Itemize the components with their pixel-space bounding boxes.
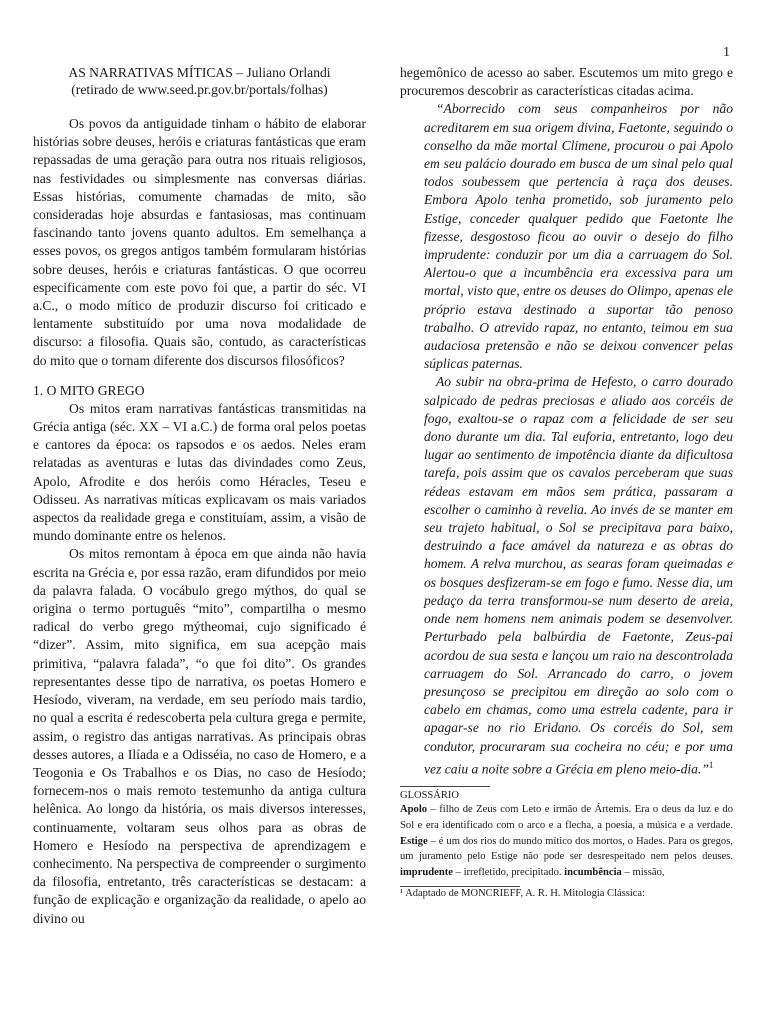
glossary-definition: – irrefletido, precipitado.: [452, 866, 565, 878]
quote-paragraph: [424, 373, 733, 778]
footnote-reference: 1: [708, 759, 714, 770]
left-column: [33, 64, 366, 928]
glossary-term: incumbência: [564, 866, 622, 878]
footnote: ¹ Adaptado de MONCRIEFF, A. R. H. Mitologia Clássica:: [400, 888, 645, 900]
myth-quote: [400, 100, 733, 778]
glossary-term: Estige: [400, 835, 428, 847]
quote-text: Ao subir na obra-prima de Hefesto, o carro dourado salpicado de pedras preciosas e aliado aos corcéis de fogo, exaltou-se o rapaz com a felicidade de ser seu dono durante um dia. Tal euforia, entretanto, logo deu lugar ao sentimento de impotência diante da dificultosa tarefa, pois assim que os cavalos perceberam que suas rédeas estavam em mãos sem prática, passaram a escolher o caminho à revelia. Ao invés de se manter em seu trajeto habitual, o Sol se precipitava para baixo, destruindo a face amável da natureza e as obras do homem. A relva murchou, as searas foram queimadas e os bosques desfizeram-se em fogo e fumo. Nesse dia, um pedaço da terra transformou-se num deserto de areia, onde nem homens nem animais podem se desenvolver. Perturbado pela balbúrdia de Faetonte, Zeus-pai acordou de sua sesta e lançou um raio na descontrolada carruagem do Sol. Arrancado do carro, o jovem presunçoso se precipitou em direção ao solo com o cabelo em chamas, como uma estrela cadente, para ir apagar-se no rio Eridano. Os corcéis do Sol, sem condutor, procuraram sua cocheira no céu; e por uma vez caiu a noite sobre a Grécia em pleno meio-dia.”: [424, 374, 733, 777]
glossary-definition: – filho de Zeus com Leto e irmão de Ártemis. Era o deus da luz e do Sol e era identificado com o arco e a flecha, a poesia, a música e a verdade.: [400, 804, 733, 832]
right-column: [400, 64, 733, 900]
continuation-paragraph: hegemônico de acesso ao saber. Escutemos um mito grego e procuremos descobrir as características citadas acima.: [400, 65, 733, 99]
body-paragraph: Os mitos eram narrativas fantásticas transmitidas na Grécia antiga (séc. XX – VI a.C.) de forma oral pelos poetas e cantores da época: os rapsodos e os aedos. Neles eram relatadas as aventuras e lutas das divindades como Zeus, Apolo, Afrodite e dos heróis como Héracles, Teseu e Odisseu. As narrativas míticas explicavam os mais variados aspectos da realidade grega e constituíam, assim, a visão de mundo dominante entre os helenos.: [33, 400, 366, 544]
intro-paragraph: Os povos da antiguidade tinham o hábito de elaborar histórias sobre deuses, heróis e criaturas fantásticas que eram repassadas de uma geração para outra nos rituais religiosos, nas festividades ou simplesmente nas conversas diárias. Essas histórias, comumente chamadas de mito, são consideradas hoje absurdas e fantasiosas, mas continuam fascinando tanto jovens quanto adultos. Em semelhança a esses povos, os gregos antigos também formularam histórias sobre deuses, heróis e criaturas fantásticas. O que ocorreu especificamente com este povo foi que, a partir do séc. VI a.C., o modo mítico de produzir discurso foi criticado e lentamente substituído por uma nova modalidade de discurso: a filosofia. Quais são, contudo, as características do mito que o tornam diferente dos discursos filosóficos?: [33, 116, 366, 368]
quote-paragraph: “Aborrecido com seus companheiros por não acreditarem em sua origem divina, Faetonte, seguindo o conselho da mãe mortal Climene, procurou o pai Apolo em seu palácio dourado em busca de um sinal pelo qual todos soubessem que pertencia à raça dos deuses. Embora Apolo tenha prometido, sob juramento pelo Estige, conceder qualquer pedido que Faetonte lhe fizesse, desgostoso ficou ao ouvir o desejo do filho imprudente: conduzir por um dia a carruagem do Sol. Alertou-o que a incumbência era excessiva para um mortal, visto que, entre os deuses do Olimpo, apenas ele próprio estava destinado a suportar tão penoso trabalho. O atrevido rapaz, no entanto, teimou em sua audaciosa pretensão e não se deixou convencer pelas súplicas paternas.: [424, 101, 733, 372]
body-paragraph: Os mitos remontam à época em que ainda não havia escrita na Grécia e, por essa razão, eram difundidos por meio da palavra falada. O vocábulo grego mýthos, do qual se origina o termo português “mito”, compartilha o mesmo radical do verbo grego mýtheomai, cujo significado é “dizer”. Assim, mito significa, em sua acepção mais primitiva, “palavra falada”, “o que foi dito”. Os grandes representantes desse tipo de narrativa, os poetas Homero e Hesíodo, viveram, na verdade, em seu período mais tardio, no qual a escrita é redescoberta pela cultura grega e permite, assim, o registro das antigas narrativas. As principais obras desses autores, a Ilíada e a Odisséia, no caso de Homero, e a Teogonia e Os Trabalhos e os Dias, no caso de Hesíodo; fornecem-nos o mais remoto testemunho da antiga cultura helênica. Ao longo da história, os mais diversos interesses, continuamente, voltaram seus olhos para as obras de Homero e Hesíodo na perspectiva de aprendizagem e conhecimento. Na perspectiva de compreender o surgimento da filosofia, entretanto, três características se destacam: a função de explicação e organização da realidade, o apelo ao divino ou: [33, 546, 366, 926]
page-number: 1: [723, 45, 730, 60]
article-source: (retirado de www.seed.pr.gov.br/portals/folhas): [71, 82, 328, 97]
glossary-text: [400, 802, 733, 880]
glossary-term: imprudente: [400, 866, 453, 878]
glossary-definition: – é um dos rios do mundo mítico dos mortos, o Hades. Para os gregos, um juramento pelo Estige não pode ser desrespeitado nem pelos deuses.: [400, 835, 733, 863]
glossary-term: Apolo: [400, 804, 428, 816]
glossary-definition: – missão,: [621, 866, 665, 878]
glossary-rule: [400, 786, 490, 787]
glossary-title: GLOSSÁRIO: [400, 790, 459, 802]
article-header: [33, 64, 366, 98]
section-title: 1. O MITO GREGO: [33, 382, 145, 398]
article-title: AS NARRATIVAS MÍTICAS – Juliano Orlandi: [68, 65, 331, 80]
